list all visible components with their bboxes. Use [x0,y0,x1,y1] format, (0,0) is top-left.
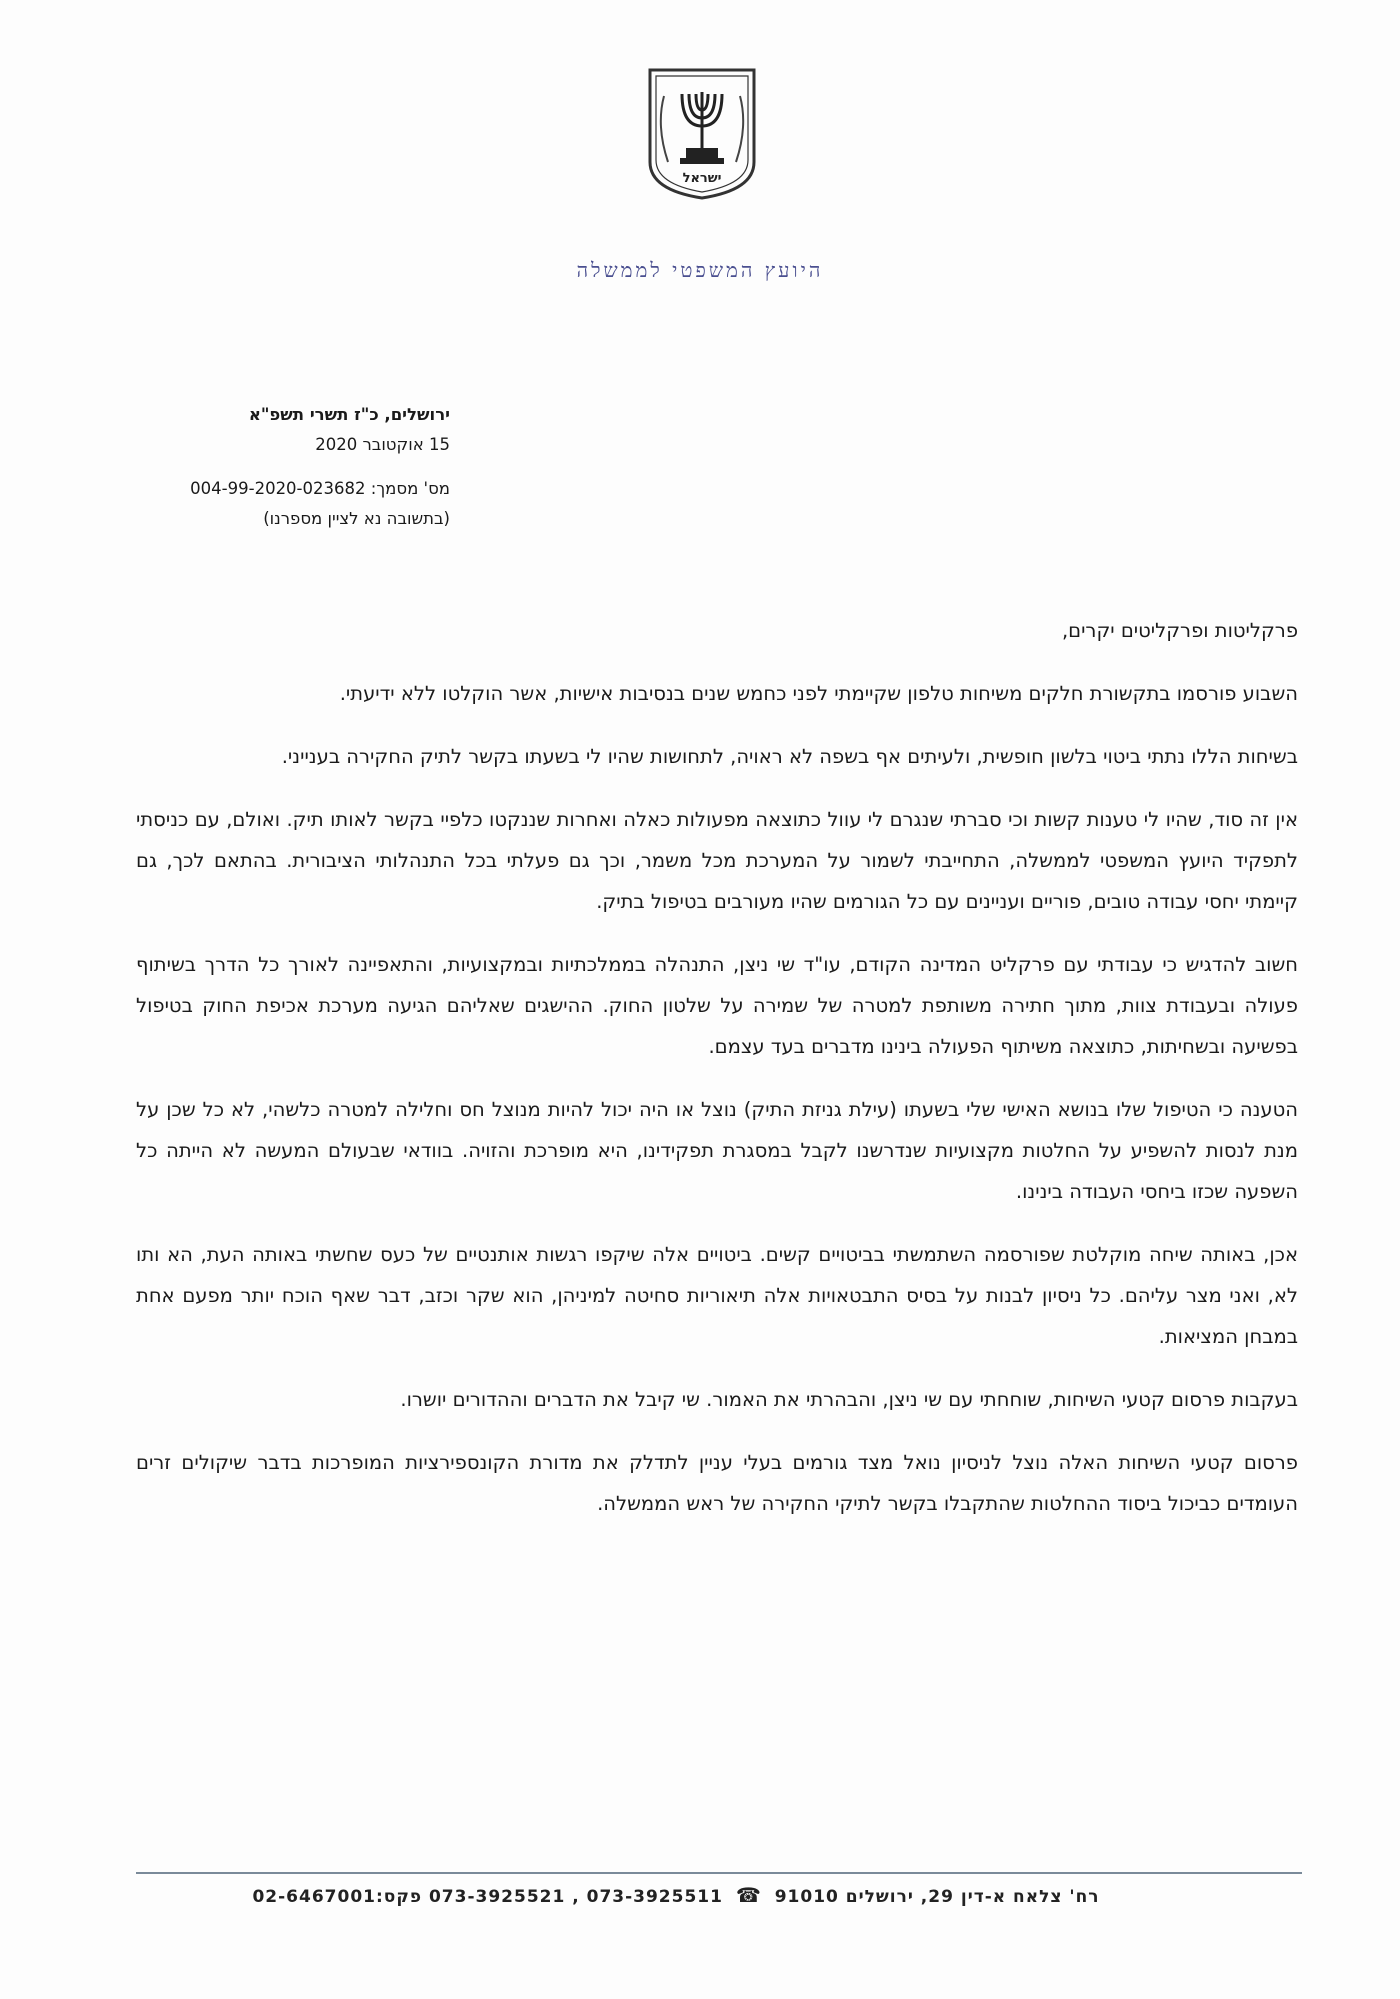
reply-note: (בתשובה נא לציין מספרנו) [263,509,450,528]
letter-header [90,400,450,534]
letter-body [136,610,1298,1546]
gregorian-date: 15 אוקטובר 2020 [315,435,450,454]
paragraph: הטענה כי הטיפול שלו בנושא האישי שלי בשעתו (עילת גניזת התיק) נוצל או היה יכול להיות מנוצל חס וחלילה למטרה כלשהי, לא כל שכן על מנת לנסות להשפיע על החלטות מקצועיות שנדרשנו לקבל במסגרת תפקידינו, היא מופרכת והזויה. בוודאי שבעולם המעשה לא הייתה כל השפעה שכזו ביחסי העבודה בינינו. [136,1098,1298,1203]
footer-address: רח' צלאח א-דין 29, ירושלים 91010 [774,1887,1100,1907]
state-emblem-icon [646,66,758,202]
paragraph: אין זה סוד, שהיו לי טענות קשות וכי סברתי שנגרם לי עוול כתוצאה מפעולות כאלה ואחרות שננקטו כלפיי בקשר לאותו תיק. ואולם, עם כניסתי לתפקיד היועץ המשפטי לממשלה, התחייבתי לשמור על המערכת מכל משמר, וכך גם פעלתי בכל התנהלותי הציבורית. בהתאם לכך, גם קיימתי יחסי עבודה טובים, פוריים ועניינים עם כל הגורמים שהיו מעורבים בטיפול בתיק. [136,808,1298,913]
paragraph: חשוב להדגיש כי עבודתי עם פרקליט המדינה הקודם, עו"ד שי ניצן, התנהלה בממלכתיות ובמקצועיות, והתאפיינה לאורך כל הדרך בשיתוף פעולה ובעבודת צוות, מתוך חתירה משותפת למטרה של שמירה על שלטון החוק. ההישגים שאליהם הגיעה מערכת אכיפת החוק בטיפול בפשיעה ובשחיתות, כתוצאה משיתוף הפעולה בינינו מדברים בעד עצמם. [136,953,1298,1058]
paragraph: בעקבות פרסום קטעי השיחות, שוחחתי עם שי ניצן, והבהרתי את האמור. שי קיבל את הדברים וההדורים יושרו. [400,1388,1298,1411]
paragraph: אכן, באותה שיחה מוקלטת שפורסמה השתמשתי בביטויים קשים. ביטויים אלה שיקפו רגשות אותנטיים של כעס שחשתי באותה העת, הא ותו לא, ואני מצר עליהם. כל ניסיון לבנות על בסיס התבטאויות אלה תיאוריות סחיטה למיניהן, הוא שקר וכזב, דבר שאף הוכח יותר מפעם אחת במבחן המציאות. [136,1243,1298,1348]
paragraph: פרסום קטעי השיחות האלה נוצל לניסיון נואל מצד גורמים בעלי עניין לתדלק את מדורת הקונספירציות המופרכות בדבר שיקולים זרים העומדים כביכול ביסוד ההחלטות שהתקבלו בקשר לתיקי החקירה של ראש הממשלה. [136,1451,1298,1515]
svg-text:ישראל: ישראל [682,171,722,186]
greeting: פרקליטות ופרקליטים יקרים, [1061,619,1298,642]
office-title: היועץ המשפטי לממשלה [576,258,824,282]
telephone-icon: ☎ [735,1883,762,1907]
city-date: ירושלים, כ"ז תשרי תשפ"א [248,405,450,424]
paragraph: השבוע פורסמו בתקשורת חלקים משיחות טלפון שקיימתי לפני כחמש שנים בנסיבות אישיות, אשר הוקלטו ללא ידיעתי. [339,682,1298,705]
footer-contact [136,1883,1216,1907]
footer-divider [136,1872,1302,1874]
footer-phones: 073-3925511 , 073-3925521 פקס:02-6467001 [252,1887,723,1907]
paragraph: בשיחות הללו נתתי ביטוי בלשון חופשית, ולעיתים אף בשפה לא ראויה, לתחושות שהיו לי בשעתו בקשר לתיק החקירה בענייני. [281,745,1298,768]
reference-number: מס' מסמך: 004-99-2020-023682 [190,479,450,498]
